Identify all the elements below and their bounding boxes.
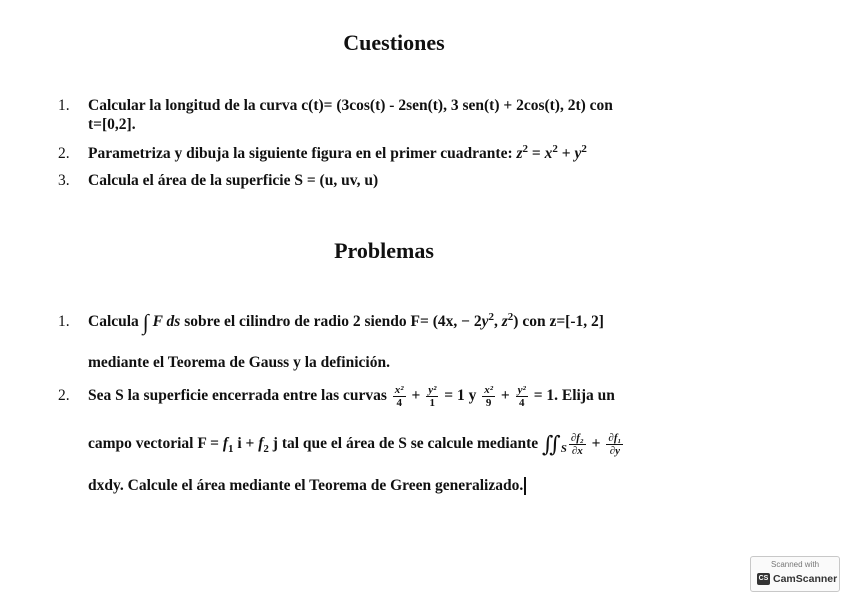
integral-symbol: ∫	[142, 309, 149, 335]
problem-1-text-start: Calcula	[88, 313, 143, 330]
problem-1-text-end: ) con z=[-1, 2]	[513, 313, 604, 330]
problem-1-number: 1.	[58, 313, 70, 330]
fraction-y2-1: $\frac{\text{y²}}{1}$	[428, 384, 437, 409]
var-y: y	[481, 313, 489, 330]
problem-2-number: 2.	[58, 387, 70, 405]
fraction-y2-4: $\frac{\text{y²}}{4}$	[517, 384, 526, 409]
watermark-brand	[757, 573, 837, 585]
watermark-brand-name: CamScanner	[773, 573, 838, 585]
green-theorem-text: dxdy. Calcule el área mediante el Teorema de Green generalizado.	[88, 477, 524, 494]
problem-1-text-mid: sobre el cilindro de radio 2 siendo F= (4x, − 2	[180, 313, 482, 330]
problem-1	[58, 309, 604, 335]
camscanner-logo-icon: CS	[757, 573, 770, 585]
question-1	[58, 97, 613, 115]
section-title-cuestiones: Cuestiones	[343, 30, 445, 55]
integral-domain: S	[560, 443, 567, 456]
integrand: F ds	[148, 313, 181, 330]
problem-2-line-3	[88, 477, 526, 495]
sub-2: 2	[263, 443, 269, 456]
exp-y: 2	[488, 310, 494, 323]
fraction-df1-dy: $\frac{\text{∂f₁}}{\partial y}$	[608, 432, 622, 457]
double-integral-symbol: ∬	[542, 431, 561, 457]
plus-3: +	[587, 435, 605, 453]
sub-1: 1	[227, 443, 234, 456]
watermark-caption: Scanned with	[770, 560, 820, 569]
problem-2	[58, 384, 615, 409]
f1: f	[222, 435, 228, 453]
camscanner-watermark	[750, 556, 840, 592]
problem-1-continuation: mediante el Teorema de Gauss y la definición.	[88, 354, 390, 371]
problem-2-text-mid: = 1 y	[440, 387, 481, 405]
f2: f	[258, 435, 264, 453]
area-text: j tal que el área de S se calcule mediante	[268, 435, 542, 453]
plus-2: +	[497, 387, 514, 405]
fraction-x2-4: $\frac{\text{x²}}{4}$	[394, 384, 404, 409]
question-1-continuation: t=[0,2].	[88, 116, 136, 133]
vector-field-text: campo vectorial F =	[88, 435, 223, 453]
question-3-text: Calcula el área de la superficie S = (u, uv, u)	[88, 172, 379, 189]
question-2-number: 2.	[58, 145, 70, 162]
question-1-text: Calcular la longitud de la curva c(t)= (3cos(t) - 2sen(t), 3 sen(t) + 2cos(t), 2t) con	[88, 97, 613, 114]
plus-1: +	[407, 387, 425, 405]
formula-cone: $z^2 = x^2 + y^2$	[516, 142, 587, 162]
problem-2-line-2	[88, 432, 625, 457]
question-3-number: 3.	[58, 172, 70, 189]
exp-z: 2	[507, 310, 514, 323]
question-2-text: Parametriza y dibuja la siguiente figura en el primer cuadrante:	[88, 145, 517, 162]
problem-2-text-start: Sea S la superficie encerrada entre las curvas	[88, 387, 391, 405]
question-2	[58, 142, 587, 163]
text-cursor	[524, 477, 526, 495]
i-plus: i +	[233, 435, 259, 453]
fraction-x2-9: $\frac{\text{x²}}{9}$	[484, 384, 494, 409]
question-1-number: 1.	[58, 97, 70, 114]
section-title-problemas: Problemas	[334, 238, 434, 263]
fraction-df2-dx: $\frac{\text{∂f₂}}{\partial x}$	[570, 432, 584, 457]
var-z: z	[501, 313, 508, 330]
problem-2-text-end: = 1. Elija un	[529, 387, 615, 405]
question-3	[58, 172, 378, 190]
comma: ,	[493, 313, 502, 330]
